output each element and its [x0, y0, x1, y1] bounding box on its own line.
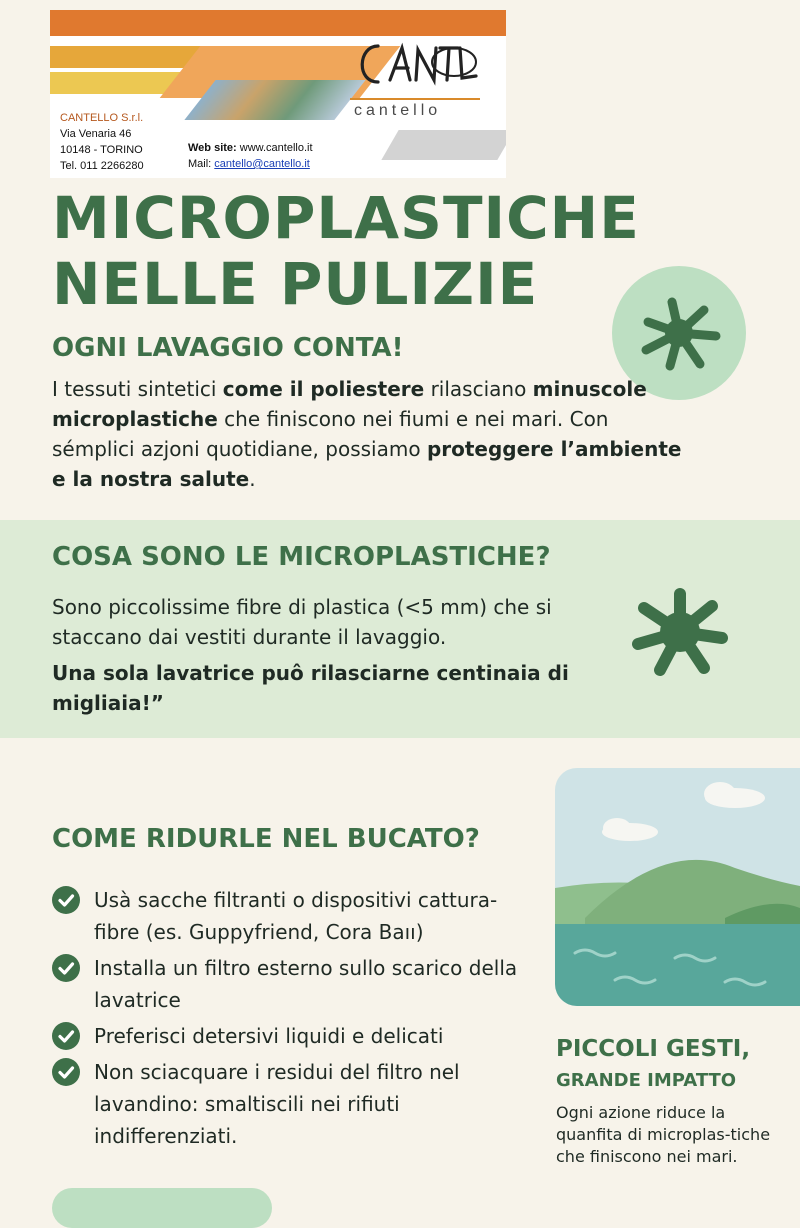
intro-text: che finiscono nei fiumi e nei mari. Con sémplici azjoni quotidiane, possiamo	[52, 407, 609, 461]
title-line-1: MICROPLASTICHE	[52, 184, 640, 252]
banner-photo-strip	[184, 80, 365, 120]
intro-text: .	[249, 467, 256, 491]
intro-text: rilasciano	[424, 377, 533, 401]
mail-link[interactable]: cantello@cantello.it	[214, 158, 310, 170]
tips-list	[52, 884, 542, 1156]
header-banner	[50, 10, 506, 178]
impact-heading-1: PICCOLI GESTI,	[556, 1036, 751, 1062]
web-info	[188, 140, 313, 172]
intro-text: I tessuti sintetici	[52, 377, 223, 401]
intro-highlight: proteggere l’ambiente e la nostra salute	[52, 437, 682, 491]
web-url[interactable]: www.cantello.it	[239, 142, 313, 154]
subtitle: OGNI LAVAGGIO CONTA!	[52, 333, 404, 363]
tip-text: Usà sacche filtranti o dispositivi cattura-fibre (es. Guppyfriend, Cora Baıı)	[94, 888, 498, 944]
tip-text: Preferisci detersivi liquidi e delicati	[94, 1024, 444, 1048]
company-name: CANTELLO S.r.l.	[60, 112, 144, 124]
impact-text: Ogni azione riduce la quanfita di microplas-tiche che finiscono nei mari.	[556, 1103, 771, 1166]
list-item	[52, 952, 542, 1016]
company-phone: Tel. 011 2266280	[60, 160, 144, 172]
impact-heading-2: GRANDE IMPATTO	[556, 1070, 737, 1091]
banner-stripe-gray	[381, 130, 506, 160]
landscape-illustration	[555, 768, 800, 1006]
tip-text: Non sciacquare i residui del filtro nel lavandino: smaltiscili nei rifiuti indifferenziati.	[94, 1060, 460, 1148]
cantello-logo-icon	[350, 34, 480, 94]
check-circle-icon	[52, 886, 80, 914]
company-info	[60, 110, 144, 174]
title-line-2: NELLE PULIZIE	[52, 250, 539, 318]
intro-highlight: come il poliestere	[222, 377, 425, 401]
list-item	[52, 1056, 542, 1152]
logo-wordmark: cantello	[354, 102, 442, 119]
logo-underline	[350, 98, 480, 100]
web-label: Web site:	[188, 142, 237, 154]
company-city: 10148 - TORINO	[60, 144, 143, 156]
what-heading: COSA SONO LE MICROPLASTICHE?	[52, 542, 551, 572]
bottom-pill	[52, 1188, 272, 1228]
page-title	[52, 185, 640, 317]
check-circle-icon	[52, 1058, 80, 1086]
intro-paragraph	[52, 374, 692, 494]
check-circle-icon	[52, 954, 80, 982]
what-highlight: Una sola lavatrice puô rilasciarne centinaia di migliaia!”	[52, 661, 569, 715]
company-address: Via Venaria 46	[60, 128, 132, 140]
sea-landscape-icon	[555, 768, 800, 1006]
intro-highlight: minuscole microplastiche	[52, 377, 647, 431]
reduce-heading: COME RIDURLE NEL BUCATO?	[52, 824, 480, 854]
banner-stripe-orange	[50, 10, 506, 36]
check-circle-icon	[52, 1022, 80, 1050]
microplastic-splash-icon	[630, 582, 730, 682]
tip-text: Installa un filtro esterno sullo scarico della lavatrice	[94, 956, 518, 1012]
mail-label: Mail:	[188, 158, 212, 170]
list-item	[52, 884, 542, 948]
what-section	[0, 520, 800, 738]
list-item	[52, 1020, 542, 1052]
what-text: Sono piccolissime fibre di plastica (<5 mm) che si staccano dai vestiti durante il lavaggio.	[52, 595, 552, 649]
